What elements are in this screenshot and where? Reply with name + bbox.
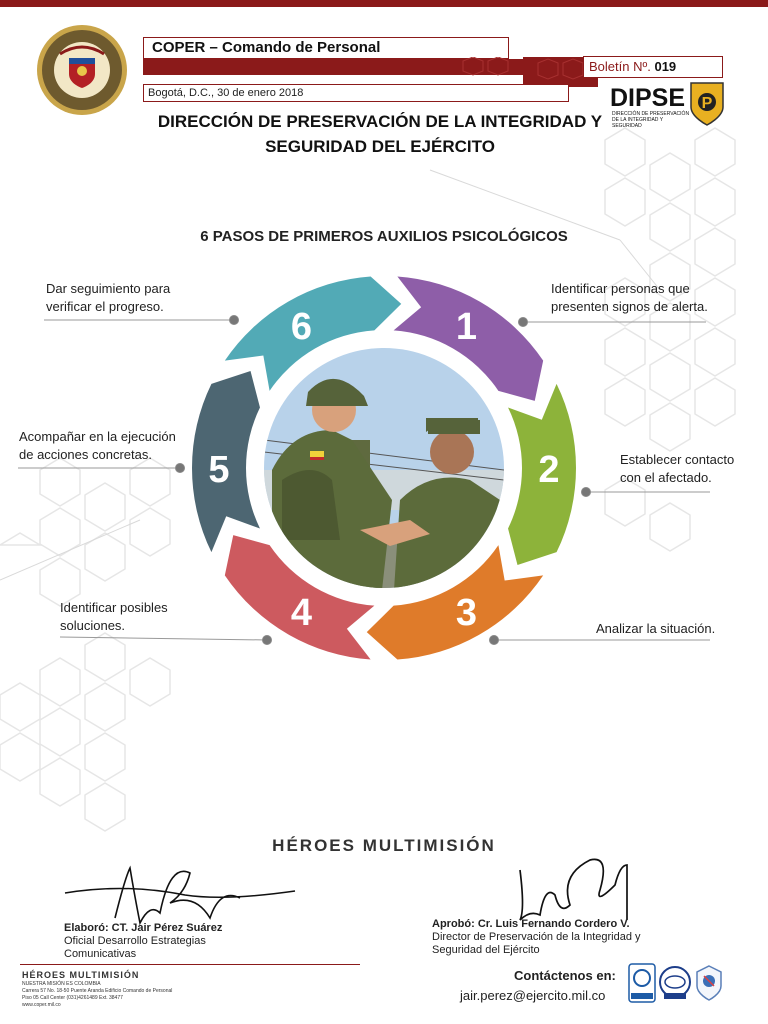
contact-email[interactable]: jair.perez@ejercito.mil.co <box>460 988 606 1003</box>
header-title: COPER – Comando de Personal <box>152 39 381 56</box>
diagram-title: 6 PASOS DE PRIMEROS AUXILIOS PSICOLÓGICOS <box>200 228 568 245</box>
signature-elaboro <box>60 858 310 928</box>
step-1-number: 1 <box>455 306 478 349</box>
footer-brand-sub: NUESTRA MISIÓN ES COLOMBIA <box>22 981 101 987</box>
step-6-dot <box>230 316 239 325</box>
footer-address-line1: Carrera 57 No. 18-50 Puente Aranda Edificio Comando de Personal <box>22 988 173 994</box>
step-2-label-line1: Establecer contacto <box>620 452 735 467</box>
elaboro-name: Elaboró: CT. Jair Pérez Suárez <box>64 922 223 934</box>
step-5-label <box>19 428 176 464</box>
step-4-number: 4 <box>290 591 313 634</box>
boletin-number: 019 <box>654 59 677 74</box>
aprobo-role-2: Seguridad del Ejército <box>432 944 540 956</box>
iso-9001-icon <box>628 963 656 1003</box>
footer-address-line3: www.coper.mil.co <box>22 1002 61 1008</box>
aprobo-role: Director de Preservación de la Integridad y <box>432 931 641 943</box>
step-6-number: 6 <box>290 306 313 349</box>
contact-title: Contáctenos en: <box>514 968 616 983</box>
footer-divider <box>20 964 360 965</box>
step-3-dot <box>490 636 499 645</box>
step-5-label-line2: de acciones concretas. <box>19 447 152 462</box>
boletin-label-text: Boletín Nº. <box>589 59 651 74</box>
main-title-line1: DIRECCIÓN DE PRESERVACIÓN DE LA INTEGRIDAD Y <box>157 112 603 131</box>
step-4-connector <box>60 637 267 640</box>
svg-text:P: P <box>701 95 713 112</box>
main-title-line2: SEGURIDAD DEL EJÉRCITO <box>265 137 495 156</box>
step-3-number: 3 <box>455 591 478 634</box>
step-4-label <box>60 599 168 635</box>
aprobo-block <box>432 918 641 957</box>
step-3-label <box>596 620 715 638</box>
step-2-label <box>620 451 734 487</box>
step-6-label <box>46 280 170 316</box>
elaboro-role: Oficial Desarrollo Estrategias <box>64 935 206 947</box>
step-1-label-line2: presenten signos de alerta. <box>551 299 708 314</box>
iqnet-icon <box>658 965 692 1001</box>
elaboro-block <box>64 922 222 961</box>
step-5-number: 5 <box>208 449 230 491</box>
elaboro-role-2: Comunicativas <box>64 948 137 960</box>
footer-address <box>22 981 222 1009</box>
step-6-label-line1: Dar seguimiento para <box>46 281 171 296</box>
step-2-dot <box>582 488 591 497</box>
step-2-label-line2: con el afectado. <box>620 470 712 485</box>
step-5-dot <box>176 464 185 473</box>
step-4-dot <box>263 636 272 645</box>
step-2-number: 2 <box>538 449 560 491</box>
heroes-multimision-title: HÉROES MULTIMISIÓN <box>272 836 496 855</box>
step-1-label-line1: Identificar personas que <box>551 281 690 296</box>
step-4-label-line1: Identificar posibles <box>60 600 168 615</box>
soldiers-photo <box>264 348 504 590</box>
step-5-label-line1: Acompañar en la ejecución <box>19 429 176 444</box>
footer-brand: HÉROES MULTIMISIÓN <box>22 970 140 980</box>
step-3-label-line1: Analizar la situación. <box>596 621 716 636</box>
step-6-label-line2: verificar el progreso. <box>46 299 164 314</box>
step-4-label-line2: soluciones. <box>60 618 126 633</box>
date-text: Bogotá, D.C., 30 de enero 2018 <box>148 87 304 99</box>
certification-seal-icon <box>694 964 724 1002</box>
step-1-dot <box>519 318 528 327</box>
aprobo-name: Aprobó: Cr. Luis Fernando Cordero V. <box>432 918 630 930</box>
dipse-logo: DIPSE <box>610 84 686 112</box>
footer-address-line2: Piso 05 Call Center (031)4261489 Ext. 38477 <box>22 995 123 1001</box>
step-1-label <box>551 280 708 316</box>
dipse-subtitle: DIRECCIÓN DE PRESERVACIÓN DE LA INTEGRIDAD Y SEGURIDAD <box>612 111 690 129</box>
